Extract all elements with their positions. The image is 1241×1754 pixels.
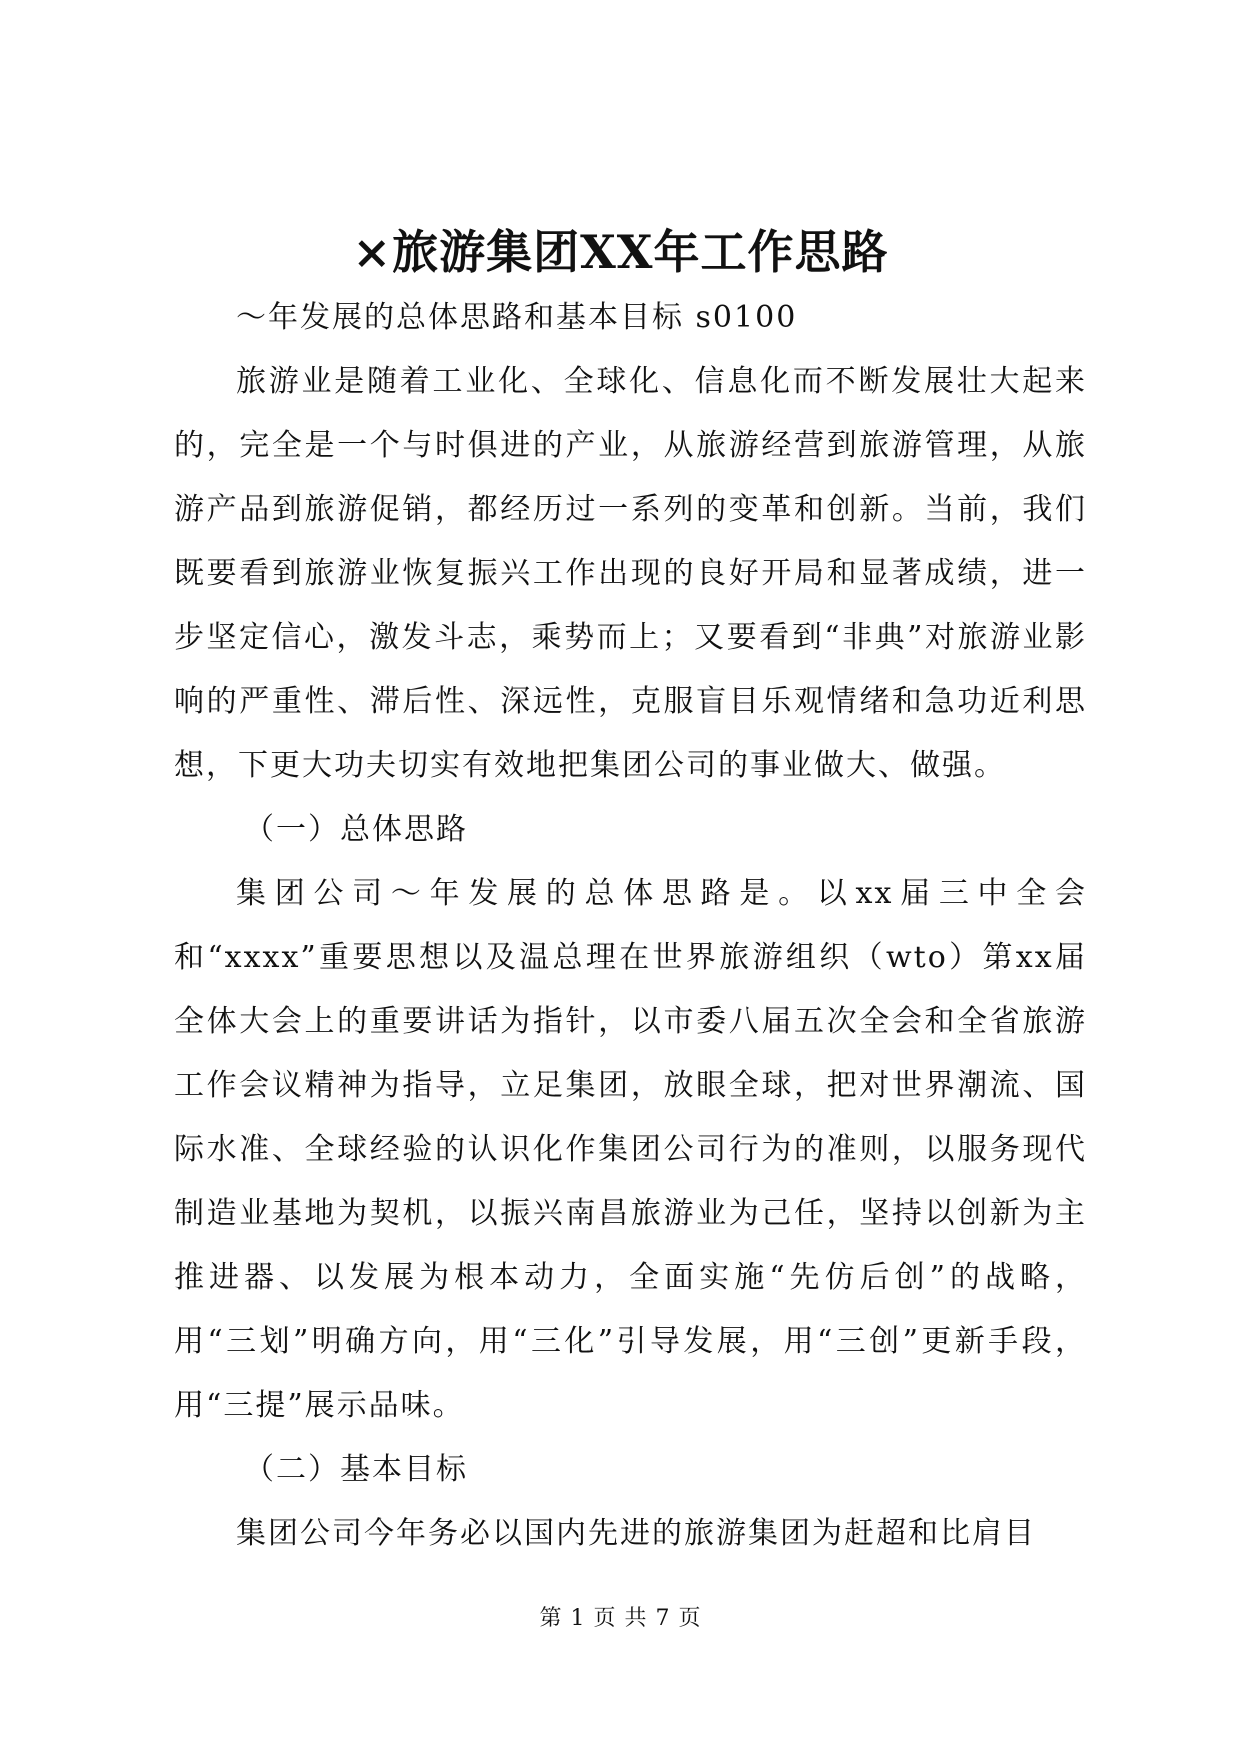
subtitle-line: ～年发展的总体思路和基本目标 s0100 [236, 300, 798, 335]
section-heading: （二）基本目标 [244, 1452, 468, 1487]
document-body [174, 286, 1087, 1566]
section-heading: （一）总体思路 [244, 812, 468, 847]
page-footer: 第 1 页 共 7 页 [539, 1606, 702, 1631]
body-paragraph: 集团公司～年发展的总体思路是。以xx届三中全会和“xxxx”重要思想以及温总理在世界旅游组织（wto）第xx届全体大会上的重要讲话为指针，以市委八届五次全会和全省旅游工作会议精神为指导，立足集团，放眼全球，把对世界潮流、国际水准、全球经验的认识化作集团公司行为的准则，以服务现代制造业基地为契机，以振兴南昌旅游业为己任，坚持以创新为主推进器、以发展为根本动力，全面实施“先仿后创”的战略，用“三划”明确方向，用“三化”引导发展，用“三创”更新手段，用“三提”展示品味。 [174, 876, 1087, 1423]
document-title: ×旅游集团XX年工作思路 [352, 225, 889, 279]
body-paragraph: 集团公司今年务必以国内先进的旅游集团为赶超和比肩目 [236, 1516, 1036, 1551]
body-paragraph: 旅游业是随着工业化、全球化、信息化而不断发展壮大起来的，完全是一个与时俱进的产业，从旅游经营到旅游管理，从旅游产品到旅游促销，都经历过一系列的变革和创新。当前，我们既要看到旅游业恢复振兴工作出现的良好开局和显著成绩，进一步坚定信心，激发斗志，乘势而上；又要看到“非典”对旅游业影响的严重性、滞后性、深远性，克服盲目乐观情绪和急功近利思想，下更大功夫切实有效地把集团公司的事业做大、做强。 [174, 364, 1087, 783]
